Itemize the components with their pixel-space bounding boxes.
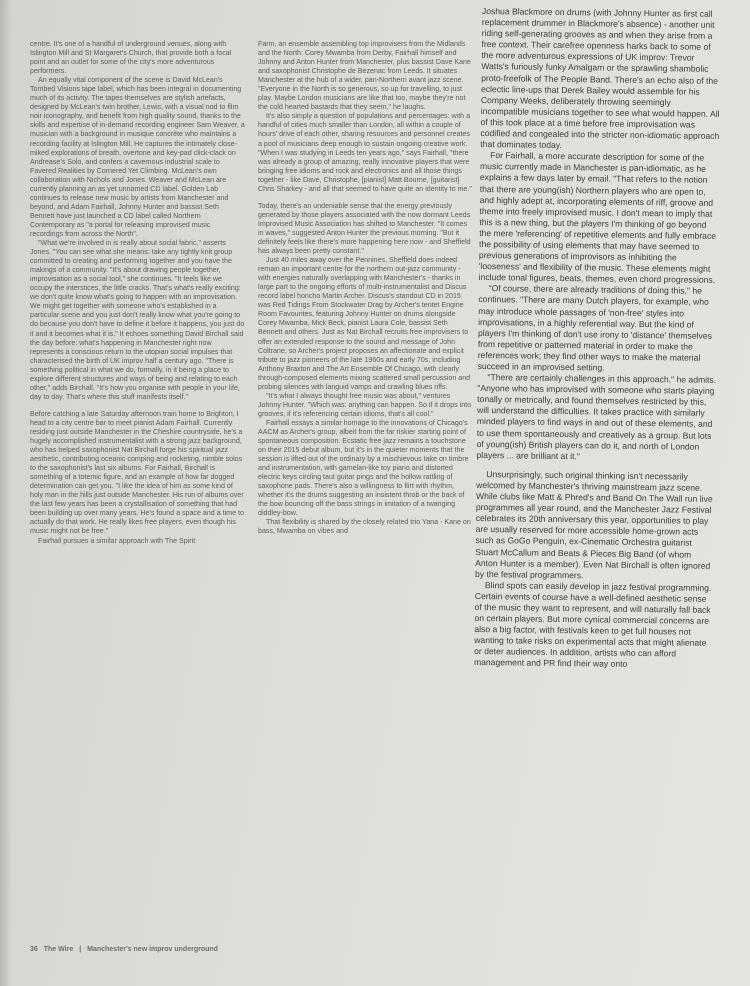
paragraph: "Of course, there are already traditions of doing this," he continues. "There are many Dutch players, for example, who may introduce whole passages of 'non-free' styles into improvisations, in a highly referential way. But the kind of players I'm thinking of don't use irony to 'distance' themselves from repetitive or patterned material in order to make the references work; they find other ways to make the material succeed in an improvised setting. [477, 283, 712, 373]
page-edge-shadow [0, 0, 12, 986]
paragraph: Fairhall pursues a similar approach with The Spirit [38, 536, 196, 545]
paragraph: Farm, an ensemble assembling top improvisers from the Midlands and the North: Corey Mwamba from Derby, Fairhall himself and Johnny and Anton Hunter from Manchester, plus bassist Dave Kane and saxophonist Christophe de Bezenac from Leeds. It situates Manchester at the hub of a wider, pan-Northern avant jazz scene. "Everyone in the North is so generous, so up for travelling, to just play. Maybe London musicians are like that too, maybe they're not the cold hearted bastards that they seem," he laughs. [258, 40, 471, 112]
section-title: Manchester's new improv underground [87, 946, 218, 953]
paragraph: "There are certainly challenges in this approach," he admits. "Anyone who has improvised with someone who starts playing tonally or metrically, and found themselves restricted by this, will understand the difficulties. It takes practice with similarly minded players to find ways in and out of these elements, and to use them spontaneously and creatively as a group. But lots of young(ish) British players can do it, and north of London players ... are brilliant at it." [476, 372, 717, 461]
paragraph: It's also simply a question of populations and percentages: with a handful of cities much smaller than London, all within a couple of hours' drive of each other, sharing resources and personnel creates a pool of musicians deep enough to sustain ongoing creative work. "When I was studying in Leeds ten years ago," says Fairhall, "there was already a group of amazing, really innovative players that were bringing free idioms and rock and electronics and all those things together - like Dave, Christophe, [pianist] Matt Bourne, [guitarist] Chris Sharkey - and all that seemed to have quite an identity to me." [258, 112, 472, 193]
paragraph: Blind spots can easily develop in jazz festival programming. Certain events of course have a well-defined aesthetic sense of the music they want to represent, and will naturally fall back on certain players. But more cynical commercial concerns are also a big factor, with festivals keen to get full houses not wanting to take risks on experimental acts that might alienate or deter audiences. In addition, artists who can afford management and PR find their way onto [473, 579, 712, 670]
paragraph: Joshua Blackmore on drums (with Johnny Hunter as first call replacement drummer in Blackmore's absence) - another unit riding self-generating grooves as and when they arise from a free context. Their carefree openness harks back to some of the more adventurous expressions of UK improv: Trevor Watts's furiously funky Amalgam or the sprawling shambolic proto-freefolk of The People Band. There's an echo also of the eclectic line-ups that Derek Bailey would assemble for his Company Weeks, deliberately throwing seemingly incompatible musicians together to see what would happen. All of this took place at a time before free improvisation was codified and congealed into the stricter non-idiomatic approach that dominates today. [480, 6, 720, 151]
page-footer [30, 946, 222, 953]
paragraph: Before catching a late Saturday afternoon train home to Brighton, I head to a city centre bar to meet pianist Adam Fairhall. Currently residing just outside Manchester in the Cheshire countryside, he's a hugely accomplished instrumentalist with a strong jazz background, who has helped saxophonist Nat Birchall forge his spiritual jazz aesthetic, contributing oceanic comping and rocketing, nimble solos to the saxophonist's last six albums. For Fairhall, Birchall is something of a totemic figure, and an example of how far dogged determination can get you. "I like the idea of him as some kind of holy man in the hills just outside Manchester. His run of albums over the last few years has been a crystallisation of something that had been building up over many years. He's found a space and a time to actually do that work. He really likes free players, even though his music might not be free." [30, 409, 244, 536]
magazine-name: The Wire [43, 946, 74, 953]
paragraph: That flexibility is shared by the closely related trio Yana - Kane on bass, Mwamba on vibes and [258, 518, 471, 536]
paragraph: Fairhall essays a similar homage to the innovations of Chicago's AACM as Archer's group, albeit from the far riskier starting point of spontaneous composition. Ecstatic free jazz remains a touchstone on their 2015 debut album, but it's in the quieter moments that the session is lifted out of the ordinary by a mischievous take on timbre and instrumentation, with gamelan-like toy piano and distorted electric keys circling taut guitar pings and the hollow rattling of saxophone pads. There's also a willingness to flirt with rhythm, whether it's the drums suggesting an insistent throb or the back of the bow bouncing off the bass strings in imitation of a twanging diddley-bow. [258, 418, 469, 518]
paragraph: For Fairhall, a more accurate description for some of the music currently made in Manchester is pan-idiomatic, as he explains a few days later by email. "That refers to the notion that there are young(ish) Northern players who are open to, and highly adept at, incorporating elements of riff, groove and theme into freely improvised music. I don't mean to imply that this is a new thing, but the players I'm thinking of go beyond the mere 'referencing' of repetitive elements and fully embrace the possibility of using elements that may have seemed to previous generations of improvisors as inhibiting the 'looseness' and flexibility of the music. These elements might include tonal figures, beats, themes, even chord progressions. [478, 150, 717, 286]
paragraph: Today, there's an undeniable sense that the energy previously generated by those players associated with the now dormant Leeds Improvised Music Association has shifted to Manchester. "It comes in waves," suggested Anton Hunter the previous morning. "But it definitely feels like there's more happening here now - and Sheffield has always been pretty constant." [258, 201, 471, 256]
footer-separator: | [79, 946, 82, 953]
paragraph: "What we're involved in is really about social fabric," asserts Jones. "You can see what she means: take any tightly knit group committed to creating and performing together and you have the makings of a community. "It's about drawing people together, improvisation as a social tool," she continues. "It feels like we occupy the interstices, the little cracks. That's what's really exciting: we don't quite know what's going to happen with an improvisation. We might get together with someone who's established in a particular scene and you just don't really know what you're going to do because you don't have to define it before it happens, you just do it and it becomes what it is." It echoes something David Birchall said the day before: what's happening in Manchester right now represents a conscious return to the utopian social impulses that characterised the birth of UK improv half a century ago. "There is something political in what we do, formally, in it being a place to explore different structures and ways of being and relating to each other," adds Birchall. "It's how you organise with people in your life, day to day. That's where this stuff manifests itself." [30, 239, 245, 401]
paragraph: centre. It's one of a handful of underground venues, along with Islington Mill and St Margaret's Church, that provide both a focal point and an outlet for some of the city's more adventurous performers. [30, 40, 232, 76]
paragraph: Unsurprisingly, such original thinking isn't necessarily welcomed by Manchester's thriving mainstream jazz scene. While clubs like Matt & Phred's and Band On The Wall run live programmes all year round, and the Manchester Jazz Festival celebrates its 20th anniversary this year, opportunities to play are usually reserved for more accessible home-grown acts such as GoGo Penguin, ex-Cinematic Orchestra guitarist Stuart McCallum and Beats & Pieces Big Band (of whom Anton Hunter is a member). Even Nat Birchall is often ignored by the festival programmers. [475, 468, 713, 580]
page-number: 36 [30, 946, 38, 953]
paragraph: "It's what I always thought free music was about," ventures Johnny Hunter. "Which was: anything can happen. So if it drops into grooves, if it's referencing certain idioms, that's all cool." [258, 391, 472, 418]
paragraph: An equally vital component of the scene is David McLean's Tombed Visions tape label, which has been integral in documenting much of its activity. The tapes themselves are stylish artefacts, designed by McLean's twin brother, Lewis, with a visual nod to film noir iconography, and benefit from high quality sound, thanks to the skills and expertise of in-demand recording engineer Sam Weaver, a musician with a background in musique concrète who maintains a recording facility at Islington Mill. He captures the intimately close-miked explorations of breath, overtone and key-pad click-clack on Andrease's Solo, and confers a cavernous industrial scale to Favered Realities by Cornered Yet Climbing. McLean's own collaboration with Nichols and Jones. Weaver and McLean are currently planning an as yet unnamed CD label. Golden Lab continues to release new music by artists from Manchester and beyond, and Adam Fairhall, Johnny Hunter and bassist Seth Bennett have just launched a CD label called Northern Contemporary as "a portal for releasing improvised music recordings from across the North". [30, 76, 245, 238]
paragraph: Just 40 miles away over the Pennines, Sheffield does indeed remain an important centre for the northern out-jazz community - with energies naturally overlapping with Manchester's - thanks in large part to the ongoing efforts of multi-instrumentalist and Discus record label honcho Martin Archer. Discus's standout CD in 2015 was Red Tidings From Stockwater Drag by Archer's tentet Engine Room Favourites, featuring Johnny Hunter on drums alongside Corey Mwamba, Mick Beck, pianist Laura Cole, bassist Seth Bennett and others. Just as Nat Birchall recruits free improvisers to offer an extended response to the sound and message of John Coltrane, so Archer's project proposes an affectionate and explicit tribute to jazz pioneers of the late 1960s and early 70s, including Anthony Braxton and The Art Ensemble Of Chicago, with clearly through-composed elements mixing scattered small percussion and probing silences with languid vamps and crawling blues riffs. [258, 256, 471, 391]
article-column-1 [30, 40, 245, 546]
article-column-2 [258, 40, 473, 537]
article-column-3 [474, 6, 722, 671]
